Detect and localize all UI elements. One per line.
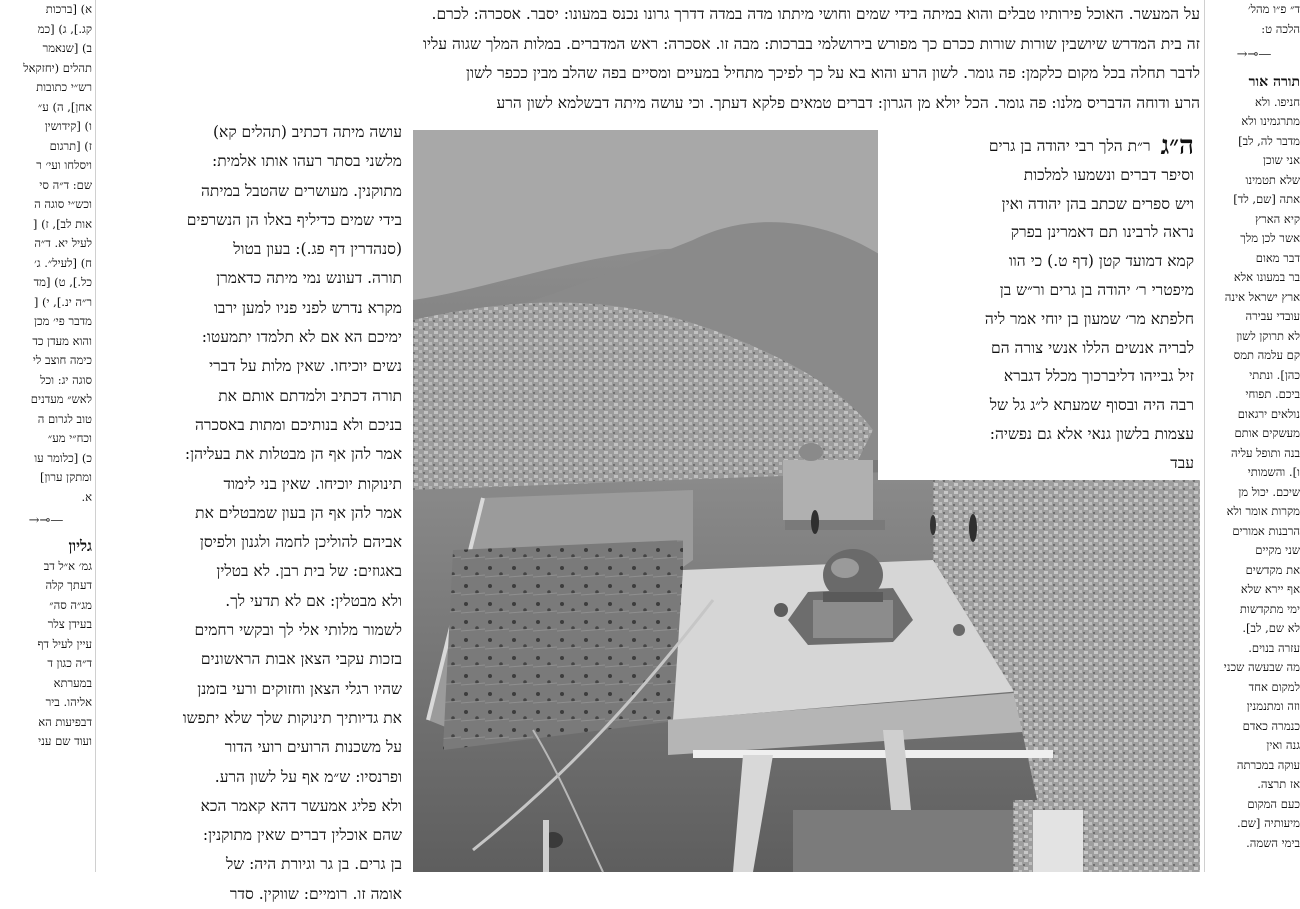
note-line: טוב לגרום ה (37, 411, 92, 426)
text-line: עבד (1170, 453, 1194, 472)
note-line: כ) [כלומר עו (34, 450, 92, 465)
text-line: על המעשר. האוכל פירותיו טבלים והוא במיתה בידי שמים וחושי מיתתו מדה במדה דדרך גרונו נכנס במעונו: יסבר. אסכרה: לכרם. (431, 5, 1200, 23)
torah-or-heading: תורה אור (1248, 73, 1300, 90)
note-line: מה שבעשה שכני (1223, 660, 1300, 674)
note-line: ד״ פ״ו מהל׳ (1247, 2, 1300, 16)
note-line: קיא הארץ (1255, 211, 1300, 226)
note-line: גנה ואין (1266, 738, 1300, 752)
text-line: מיפטרי ר׳ יהודה בן גרים ור״ש בן (999, 280, 1194, 299)
right-margin-column (1208, 0, 1300, 872)
gilyon-notes (0, 557, 92, 752)
note-line: קם עלמה תמס (1233, 348, 1300, 362)
note-line: עובדי עבירה (1245, 309, 1300, 323)
note-line: תהלים (יחזקאל (23, 60, 92, 75)
note-line: ביכם. תפוחי (1245, 387, 1300, 401)
note-line: ארץ ישראל אינה (1224, 289, 1300, 304)
note-line: לא תרוקן לשון (1236, 328, 1300, 343)
text-line: לשמור מלותי אלי לך ובקשי רחמים (194, 621, 402, 640)
note-line: גמ׳ א״ל דב (43, 558, 92, 573)
text-line: אביהם להוליכן לחמה ולגנון ולפיסן (199, 533, 402, 552)
note-line: לאש״ מעדנים (30, 392, 92, 406)
note-line: הלכה ט: (1261, 21, 1300, 36)
text-line: תינוקות יוכיחו. שאין בני לימוד (223, 474, 402, 493)
note-line: א) [ברכות (45, 2, 92, 16)
text-line: אמר להן אף הן מבטלות את בעליהן: (184, 445, 402, 464)
note-line: שני מקיים (1255, 543, 1300, 557)
text-line: ויש ספרים שכתב בהן יהודה ואין (1001, 194, 1194, 213)
column-rule-left (95, 0, 96, 872)
text-line: ולא פליג אמעשר דהא קאמר הכא (200, 796, 402, 815)
text-line: נראה לרבינו תם דאמרינן בפרק (1010, 223, 1194, 242)
text-line: זה בית המדרש שיושבין שורות שורות ככרם כך מפורש בירושלמי בברכות: מבה זו. אסכרה: ראש המדברים. במלות המלך שגוה עליו (423, 34, 1200, 53)
note-line: דבפיעות הא (38, 714, 92, 729)
note-line: ד״ה כגון ד (47, 656, 92, 670)
note-line: עזרה בנוים. (1248, 640, 1300, 655)
note-line: במערתא (53, 675, 92, 690)
note-line: שיכם. יכול מן (1238, 484, 1300, 499)
rashi-column (100, 118, 402, 903)
note-line: שלא תטמינו (1245, 172, 1300, 187)
note-line: ו]. והשמותי (1247, 465, 1300, 479)
text-line: לבריה אנשים הללו אנשי צורה הם (991, 338, 1194, 357)
note-line: מדבר לה, לב] (1238, 133, 1300, 148)
note-line: ר״ה ינ.], י) [ (33, 294, 92, 309)
rashi-top-block (100, 0, 1200, 120)
note-line: ו) [קידושין (44, 119, 92, 133)
text-line: שהיו רגלי הצאן וחזוקים ורעי בזמנן (197, 679, 402, 698)
text-line: ולא מבטלין: אם לא תדעי לך. (225, 591, 402, 610)
note-line: מיעותיה [שם. (1236, 816, 1300, 830)
note-line: ועוד שם עני (38, 734, 92, 748)
text-line: ימיכם הא אם לא תלמדו יתמעטו: (201, 328, 402, 347)
note-line: והוא מעדן כד (32, 333, 92, 348)
tosafot-text (882, 132, 1194, 478)
note-line: ח) [לעיל״. ג׳ (34, 255, 92, 270)
column-rule-right (1204, 0, 1205, 872)
note-line: שם: ד״ה סי (39, 177, 92, 192)
note-line: נולאים ירגאום (1237, 406, 1300, 421)
tosafot-initial: ה״ג (1160, 131, 1194, 161)
note-line: הרבנות אמורים (1232, 523, 1300, 538)
tosafot-box (878, 130, 1200, 480)
note-line: עוקה במכרתה (1236, 757, 1300, 772)
note-line: אליהו. ביר (45, 695, 92, 709)
note-line: אות לב], ז) [ (32, 216, 92, 231)
text-line: תורה דכתיב ולמדתם אותם את (218, 386, 402, 405)
text-line: חלפתא מר׳ שמעון בן יוחי אמר ליה (984, 309, 1194, 328)
text-line: באגוזים: של בית רבן. לא בטלין (216, 562, 402, 581)
text-line: (סנהדרין דף פג.): בעון בטול (233, 240, 402, 259)
text-line: עצמות בלשון גנאי אלא גם נפשיה: (989, 424, 1194, 443)
left-margin-column (0, 0, 92, 872)
ein-mishpat-notes (1208, 0, 1300, 39)
note-line: חניפו. ולא (1254, 94, 1300, 109)
note-line: אף יירא שלא (1240, 582, 1300, 596)
note-line: קג.], ג) [כמ (37, 21, 92, 36)
note-line: ומתקן ערון] (39, 470, 92, 484)
note-line: ימי מתקדשות (1239, 601, 1300, 616)
note-line: דבר מאום (1255, 250, 1300, 265)
text-line: נשים יוכיחו. שאין מלות על דברי (209, 357, 402, 376)
note-line: וכח״י מע״ (47, 431, 92, 445)
note-line: בימי השמה. (1246, 835, 1300, 850)
text-line: את גדיותיך תינוקות שלך שלא יתפשו (182, 708, 402, 727)
note-line: כהן]. ונתתי (1249, 367, 1300, 382)
note-line: את מקדשים (1245, 562, 1300, 577)
text-line: מקרא נדרש לפני פניו למען ירבו (213, 298, 402, 317)
note-line: אשר לכן מלך (1240, 231, 1300, 245)
torah-or-notes (1208, 93, 1300, 854)
left-margin-notes (0, 0, 92, 507)
note-line: מעשקים אותם (1234, 426, 1300, 440)
text-line: בידי שמים כדיליף באלו הן הנשרפים (186, 210, 402, 229)
note-line: בנה ותופל עליה (1230, 445, 1300, 460)
note-line: מקרות אומר ולא (1226, 504, 1300, 518)
note-line: בעידן צלר (47, 617, 92, 631)
note-line: א. (81, 489, 92, 504)
text-line: ופרנסיו: ש״מ אף על לשון הרע. (214, 767, 402, 786)
note-line: רש״י כתובות (36, 80, 92, 94)
note-line: אחן], ה) ע״ (37, 99, 92, 114)
note-line: כעם המקום (1247, 796, 1300, 811)
note-line: לעיל יא. ד״ה (34, 236, 92, 250)
text-line: מתוקנין. מעושרים שהטבל במיתה (201, 181, 402, 200)
text-line: תורה. דעונש נמי מיתה כדאמרן (216, 269, 402, 288)
note-line: מדבר פי׳ מכן (34, 314, 92, 328)
text-line: וסיפר דברים ונשמעו למלכות (1023, 165, 1194, 184)
note-line: כנמרה כאדם (1242, 718, 1300, 733)
note-line: ויסלחו ועי׳ ר (36, 158, 92, 172)
note-line: כימה חוצב לי (32, 353, 92, 367)
note-line: אני שוכן (1263, 153, 1300, 167)
text-line: ר״ת הלך רבי יהודה בן גרים (988, 137, 1151, 155)
note-line: אז תרצה. (1257, 777, 1300, 791)
text-line: אמר להן אף הן בעון שמבטלים את (195, 503, 402, 522)
text-line: בניכם ולא בנותיכם ומתות באסכרה (194, 415, 402, 434)
text-line: בן גרים. בן גר וגיורת היה: של (225, 855, 402, 874)
note-line: בר במעונו אלא (1233, 270, 1300, 284)
text-line: זיל גבייהו דליברכוך מכלל דגברא (1003, 367, 1194, 386)
text-line: רבה היה ובסוף שמעתא ל״ג גל של (989, 396, 1194, 415)
note-line: מג״ה סה״ (49, 597, 92, 612)
text-line: עושה מיתה דכתיב (תהלים קא) (212, 123, 402, 141)
text-line: בזכות עקבי הצאן אבות הראשונים (200, 650, 402, 669)
note-line: וזה ומתנמנין (1246, 699, 1300, 713)
note-line: סוגה יג: וכל (40, 372, 92, 387)
note-line: למקום אחד (1248, 679, 1300, 694)
note-line: עיין לעיל דף (37, 636, 92, 651)
note-line: ב) [שנאמר (42, 41, 92, 55)
note-line: מתרגמינו ולא (1241, 114, 1300, 128)
note-line: וכש״י סוגה ה (34, 197, 92, 211)
ornament-divider: →⊸— (28, 513, 64, 528)
ornament-divider-right: →⊸— (1236, 47, 1272, 62)
note-line: לא שם, לב]. (1242, 621, 1300, 635)
note-line: כל.], ט) [מד (33, 275, 92, 289)
text-line: קמא דמועד קטן (דף ט.) כי הוו (1008, 252, 1194, 271)
text-line: על משכנות הרועים רועי הדור (224, 738, 402, 757)
text-line: לדבר תחלה בכל מקום כלקמן: פה גומר. לשון הרע והוא בא על כך לפיכך מתחיל במעיים ומסיים בפה שהלב מבין ככפר לשון (466, 64, 1200, 82)
note-line: דעתך קלה (45, 578, 92, 592)
note-line: ז) [תרגום (49, 138, 92, 153)
note-line: אתה [שם, לד] (1233, 192, 1300, 206)
text-line: אומה זו. רומיים: שווקין. סדר (229, 884, 402, 903)
text-line: שהם אוכלין דברים שאין מתוקנין: (202, 826, 402, 845)
text-line: הרע ודוחה הדבריס מלנו: פה גומר. הכל יולא מן הגרון: דברים טמאים פלקא דעתך. וכי עושה מיתה דבשלמא לשון הרע (496, 93, 1200, 112)
gilyon-heading: גליון (68, 536, 92, 555)
text-line: מלשני בסתר רעהו אותו אלמית: (211, 152, 402, 171)
